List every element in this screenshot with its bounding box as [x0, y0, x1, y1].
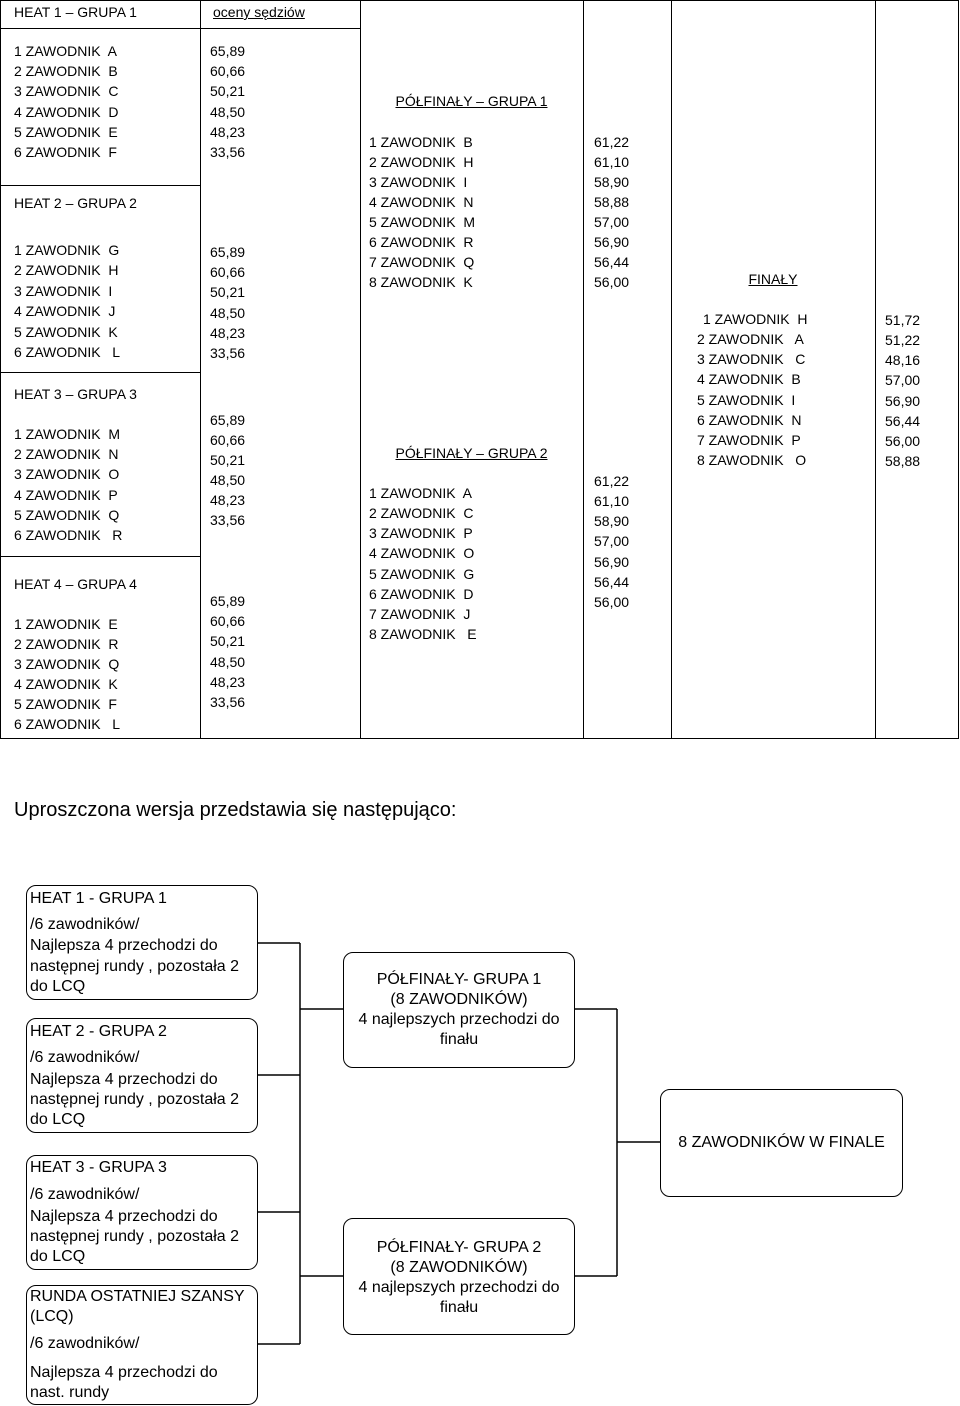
table-row-divider	[0, 372, 200, 373]
heat-rider: 5 ZAWODNIK E	[14, 123, 118, 140]
heat-score: 48,23	[210, 123, 246, 140]
final-rider: 6 ZAWODNIK N	[697, 411, 802, 428]
lcq-box-line: /6 zawodników/	[30, 1334, 140, 1352]
final-score: 57,00	[885, 372, 921, 389]
heat-score-list	[210, 591, 245, 712]
heat-rider: 5 ZAWODNIK Q	[14, 506, 120, 523]
table-column-divider	[875, 0, 876, 739]
final-rider: 5 ZAWODNIK I	[697, 391, 796, 408]
heat-box-line: /6 zawodników/	[30, 1048, 140, 1066]
heat-box-line: /6 zawodników/	[30, 915, 140, 933]
heat-rider-list	[14, 41, 119, 162]
heat-score: 33,56	[210, 344, 246, 361]
semifinal-score-list	[594, 471, 629, 612]
semifinal-score: 56,44	[594, 573, 630, 590]
final-score: 48,16	[885, 352, 921, 369]
lcq-box	[26, 1285, 258, 1405]
table-row-divider	[0, 556, 200, 557]
final-score: 56,00	[885, 432, 921, 449]
heat-box-title: HEAT 3 - GRUPA 3	[30, 1158, 167, 1176]
semifinal-rider: 8 ZAWODNIK E	[369, 625, 477, 642]
final-score: 56,90	[885, 392, 921, 409]
semifinal-score: 56,44	[594, 254, 630, 270]
heat-box-line: Najlepsza 4 przechodzi do	[30, 936, 218, 954]
semifinal-rider-list	[369, 483, 477, 644]
semifinal-score: 61,10	[594, 154, 630, 170]
heat-box	[26, 1018, 258, 1133]
semifinal-box-line: 4 najlepszych przechodzi do	[358, 1278, 560, 1296]
heat-box-title: HEAT 1 - GRUPA 1	[30, 889, 167, 907]
final-rider: 8 ZAWODNIK O	[697, 451, 807, 468]
heat-rider: 6 ZAWODNIK R	[14, 526, 123, 543]
semifinal-rider: 1 ZAWODNIK B	[369, 134, 473, 150]
heat-rider: 2 ZAWODNIK N	[14, 446, 119, 463]
semifinal-box-line: (8 ZAWODNIKÓW)	[390, 990, 528, 1008]
heat-score: 48,50	[210, 472, 246, 488]
heat-rider: 3 ZAWODNIK C	[14, 83, 119, 100]
semifinal-score: 58,90	[594, 174, 630, 190]
semifinal-score: 57,00	[594, 533, 630, 550]
semifinal-rider: 6 ZAWODNIK R	[369, 234, 474, 250]
heat-box-line: następnej rundy , pozostała 2	[30, 1227, 240, 1245]
semifinal-box-line: 4 najlepszych przechodzi do	[358, 1010, 560, 1028]
heat-rider: 1 ZAWODNIK G	[14, 242, 120, 258]
heat-box-line: /6 zawodników/	[30, 1185, 140, 1203]
heat-box-title: HEAT 2 - GRUPA 2	[30, 1022, 167, 1040]
table-row-divider	[0, 28, 360, 29]
final-score: 56,44	[885, 412, 921, 429]
heat-score: 60,66	[210, 63, 246, 80]
heat-rider: 4 ZAWODNIK D	[14, 103, 119, 120]
final-box	[660, 1089, 903, 1197]
heat-score: 33,56	[210, 693, 246, 710]
heat-rider: 4 ZAWODNIK J	[14, 303, 116, 320]
heat-score: 60,66	[210, 264, 246, 281]
intro-text: Uproszczona wersja przedstawia się następująco:	[14, 799, 457, 821]
heat-score: 48,50	[210, 653, 246, 670]
semifinal-score: 58,90	[594, 513, 630, 530]
semifinal-box-line: (8 ZAWODNIKÓW)	[390, 1258, 528, 1276]
final-rider: 1 ZAWODNIK H	[703, 311, 808, 327]
heat-score: 48,23	[210, 673, 246, 690]
heat-rider-list	[14, 614, 120, 734]
heat-rider-list	[14, 240, 120, 362]
semifinal-title: PÓŁFINAŁY – GRUPA 1	[395, 93, 548, 109]
heat-rider: 1 ZAWODNIK M	[14, 426, 121, 442]
table-column-divider	[200, 0, 201, 739]
heat-score: 48,50	[210, 103, 246, 120]
heat-score: 50,21	[210, 633, 246, 650]
heat-rider: 6 ZAWODNIK F	[14, 143, 117, 160]
semifinal-score: 56,00	[594, 593, 630, 610]
heat-score: 33,56	[210, 143, 246, 160]
semifinal-rider: 5 ZAWODNIK G	[369, 565, 475, 582]
final-rider-list	[697, 309, 808, 470]
heat-rider: 6 ZAWODNIK L	[14, 716, 121, 732]
lcq-box-line: nast. rundy	[30, 1383, 110, 1401]
table-column-divider	[583, 0, 584, 739]
heat-score: 65,89	[210, 412, 246, 428]
heat-rider: 4 ZAWODNIK K	[14, 676, 118, 692]
heat-rider-list	[14, 424, 122, 545]
final-score: 51,72	[885, 312, 921, 328]
heat-score: 33,56	[210, 512, 246, 528]
final-box-label: 8 ZAWODNIKÓW W FINALE	[678, 1133, 885, 1151]
semifinal-rider: 7 ZAWODNIK Q	[369, 254, 475, 270]
heat-box-line: Najlepsza 4 przechodzi do	[30, 1207, 218, 1225]
heat-score: 60,66	[210, 613, 246, 630]
heat-title: HEAT 4 – GRUPA 4	[14, 576, 137, 592]
heat-box-line: Najlepsza 4 przechodzi do	[30, 1070, 218, 1088]
semifinal-rider: 3 ZAWODNIK P	[369, 525, 473, 542]
final-score: 58,88	[885, 452, 921, 469]
heat-score: 50,21	[210, 83, 246, 100]
semifinal-score: 58,88	[594, 194, 630, 210]
semifinal-rider-list	[369, 132, 475, 292]
heat-score: 50,21	[210, 452, 246, 468]
semifinal-score: 61,22	[594, 134, 630, 150]
semifinal-score-list	[594, 132, 629, 292]
semifinal-rider: 4 ZAWODNIK N	[369, 194, 474, 210]
heat-box-line: do LCQ	[30, 1111, 86, 1128]
heat-rider: 4 ZAWODNIK P	[14, 486, 118, 503]
heat-score: 65,89	[210, 593, 246, 609]
heat-score-list	[210, 41, 245, 162]
semifinal-rider: 6 ZAWODNIK D	[369, 585, 474, 602]
heat-box-line: do LCQ	[30, 1248, 86, 1265]
heat-rider: 5 ZAWODNIK F	[14, 696, 117, 712]
heat-score: 48,23	[210, 492, 246, 508]
heat-rider: 1 ZAWODNIK A	[14, 43, 117, 59]
heat-rider: 2 ZAWODNIK H	[14, 262, 119, 279]
heat-score-list	[210, 410, 245, 530]
semifinal-score: 61,10	[594, 493, 630, 510]
semifinal-box	[343, 952, 575, 1068]
final-score: 51,22	[885, 332, 921, 349]
final-rider: 3 ZAWODNIK C	[697, 351, 806, 368]
heat-rider: 2 ZAWODNIK B	[14, 63, 118, 80]
semifinal-rider: 7 ZAWODNIK J	[369, 605, 471, 622]
lcq-box-line: Najlepsza 4 przechodzi do	[30, 1364, 218, 1381]
heat-rider: 3 ZAWODNIK Q	[14, 656, 120, 672]
semifinal-title: PÓŁFINAŁY – GRUPA 2	[395, 445, 548, 461]
heat-rider: 5 ZAWODNIK K	[14, 323, 118, 340]
heat-score: 65,89	[210, 43, 246, 59]
final-rider: 4 ZAWODNIK B	[697, 371, 801, 388]
heat-box-line: następnej rundy , pozostała 2	[30, 957, 240, 975]
semifinal-box-line: finału	[439, 1030, 479, 1048]
heat-title: HEAT 3 – GRUPA 3	[14, 386, 137, 402]
lcq-box-title: (LCQ)	[30, 1307, 74, 1325]
table-column-divider	[671, 0, 672, 739]
heat-score-list	[210, 242, 245, 363]
heat-title: HEAT 2 – GRUPA 2	[14, 195, 137, 211]
heat-score: 60,66	[210, 432, 246, 448]
heat-box-line: do LCQ	[30, 977, 86, 995]
semifinal-box	[343, 1218, 575, 1335]
lcq-box-title: RUNDA OSTATNIEJ SZANSY	[30, 1287, 245, 1305]
heat-score: 48,50	[210, 304, 246, 321]
final-rider: 7 ZAWODNIK P	[697, 431, 801, 448]
semifinal-score: 56,00	[594, 274, 630, 290]
heat-score: 65,89	[210, 244, 246, 260]
semifinal-rider: 1 ZAWODNIK A	[369, 485, 472, 501]
semifinal-score: 56,90	[594, 234, 630, 250]
heat-score: 50,21	[210, 284, 246, 301]
heat-score: 48,23	[210, 324, 246, 341]
heat-rider: 3 ZAWODNIK I	[14, 282, 113, 299]
semifinal-rider: 8 ZAWODNIK K	[369, 274, 473, 290]
final-title: FINAŁY	[748, 271, 798, 287]
heat-box-line: następnej rundy , pozostała 2	[30, 1090, 240, 1108]
heat-box	[26, 1155, 258, 1270]
semifinal-rider: 3 ZAWODNIK I	[369, 174, 468, 190]
semifinal-rider: 2 ZAWODNIK H	[369, 154, 474, 170]
semifinal-score: 61,22	[594, 473, 630, 489]
heat-rider: 3 ZAWODNIK O	[14, 466, 120, 483]
semifinal-rider: 2 ZAWODNIK C	[369, 505, 474, 522]
semifinal-score: 57,00	[594, 214, 630, 230]
heat-box	[26, 885, 258, 1000]
semifinal-score: 56,90	[594, 553, 630, 570]
semifinal-box-title: PÓŁFINAŁY- GRUPA 1	[376, 970, 542, 988]
heat-rider: 2 ZAWODNIK R	[14, 636, 119, 652]
final-rider: 2 ZAWODNIK A	[697, 331, 804, 348]
semifinal-rider: 5 ZAWODNIK M	[369, 214, 476, 230]
table-row-divider	[0, 185, 200, 186]
heat-title: HEAT 1 – GRUPA 1	[14, 4, 137, 20]
semifinal-box-line: finału	[439, 1298, 479, 1316]
heat-rider: 6 ZAWODNIK L	[14, 343, 121, 360]
scores-header: oceny sędziów	[213, 4, 305, 20]
semifinal-rider: 4 ZAWODNIK O	[369, 545, 475, 562]
heat-rider: 1 ZAWODNIK E	[14, 616, 118, 632]
final-score-list	[885, 310, 920, 471]
semifinal-box-title: PÓŁFINAŁY- GRUPA 2	[376, 1238, 542, 1256]
